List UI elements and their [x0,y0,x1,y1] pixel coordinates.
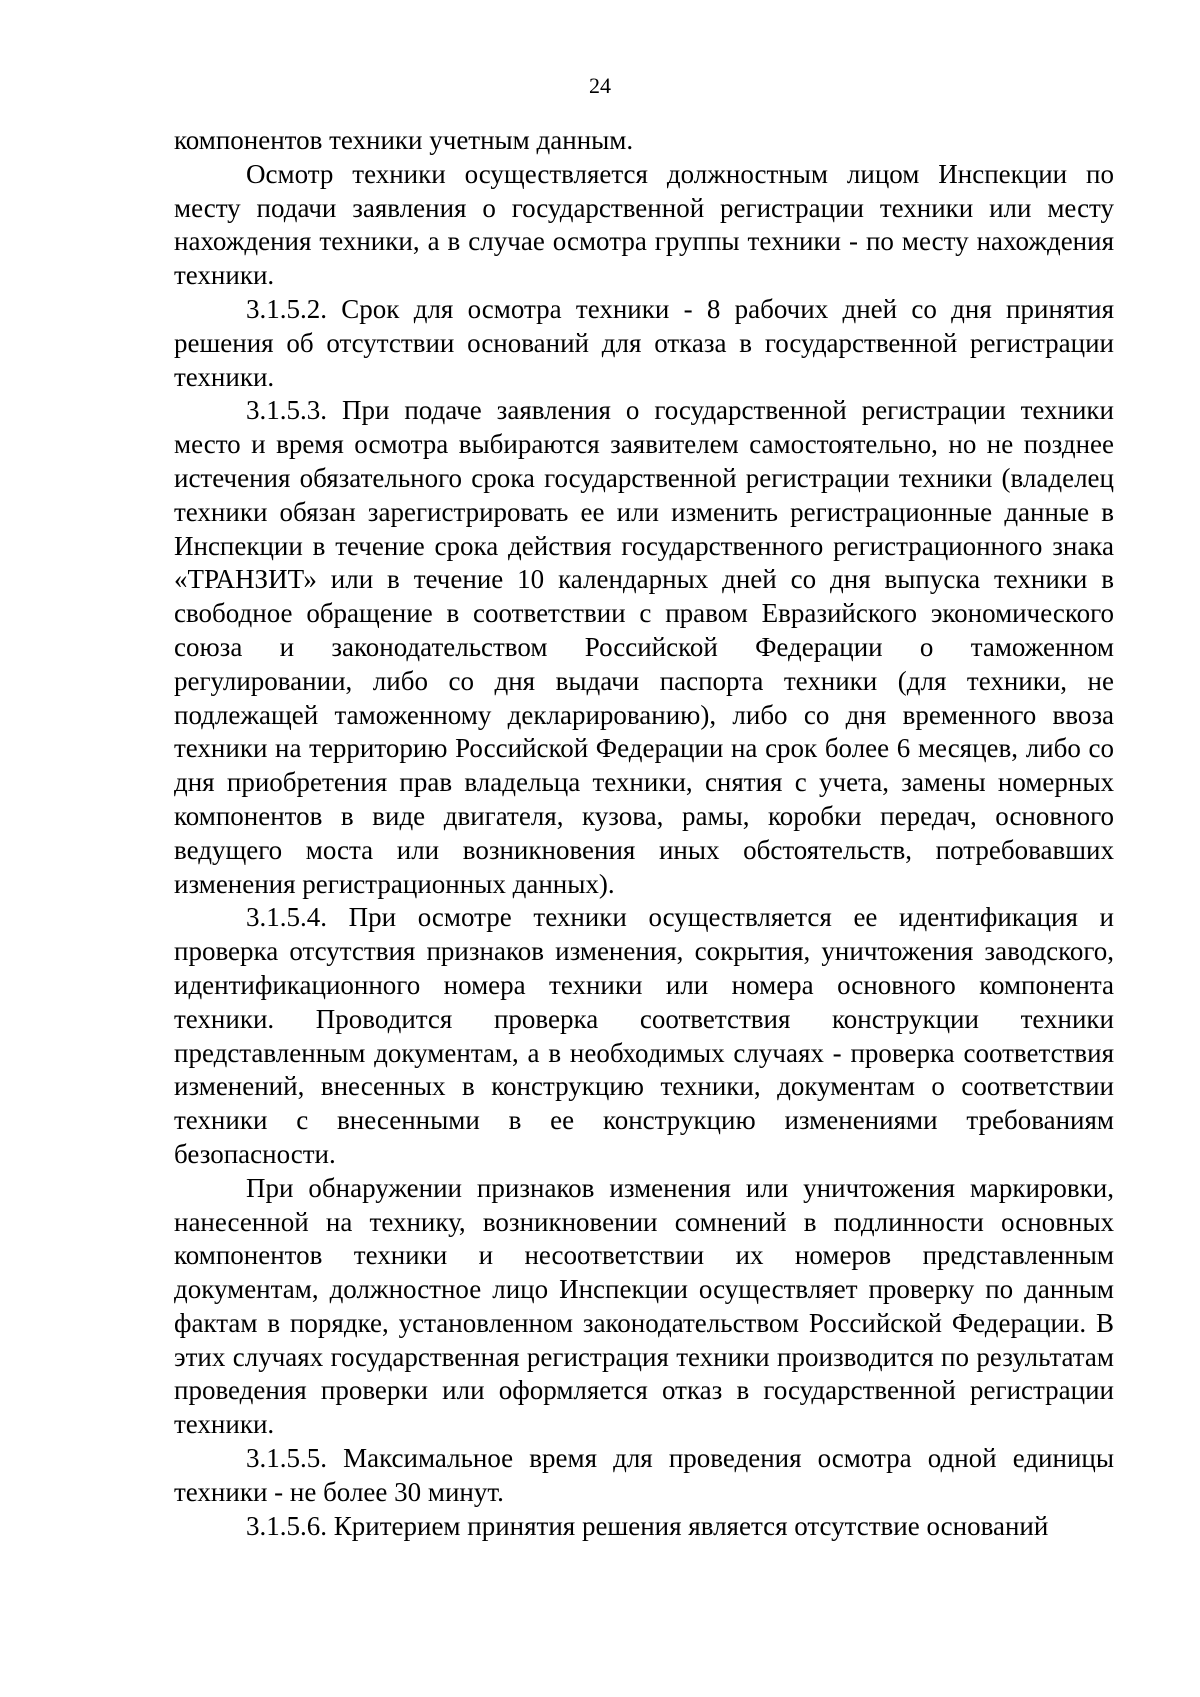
paragraph-3-1-5-5: 3.1.5.5. Максимальное время для проведения осмотра одной единицы техники - не более 30 минут. [174,1443,1114,1507]
paragraph-continuation: компонентов техники учетным данным. [174,125,634,155]
paragraph-inspection-place: Осмотр техники осуществляется должностным лицом Инспекции по месту подачи заявления о государственной регистрации техники или месту нахождения техники, а в случае осмотра группы техники - по месту нахождения техники. [174,158,1114,291]
paragraph-3-1-5-4: 3.1.5.4. При осмотре техники осуществляется ее идентификация и проверка отсутствия признаков изменения, сокрытия, уничтожения заводского, идентификационного номера техники или номера основного компонента техники. Проводится проверка соответствия конструкции техники представленным документам, а в необходимых случаях - проверка соответствия изменений, внесенных в конструкцию техники, документам о соответствии техники с внесенными в ее конструкцию изменениями требованиям безопасности. [174,902,1114,1169]
paragraph-3-1-5-2: 3.1.5.2. Срок для осмотра техники - 8 рабочих дней со дня принятия решения об отсутствии оснований для отказа в государственной регистрации техники. [174,293,1114,392]
page-number: 24 [589,73,611,98]
paragraph-3-1-5-3: 3.1.5.3. При подаче заявления о государственной регистрации техники место и время осмотра выбираются заявителем самостоятельно, но не позднее истечения обязательного срока государственной регистрации техники (владелец техники обязан зарегистрировать ее или изменить регистрационные данные в Инспекции в течение срока действия государственного регистрационного знака «ТРАНЗИТ» или в течение 10 календарных дней со дня выпуска техники в свободное обращение в соответствии с правом Евразийского экономического союза и законодательством Российской Федерации о таможенном регулировании, либо со дня выдачи паспорта техники (для техники, не подлежащей таможенному декларированию), либо со дня временного ввоза техники на территорию Российской Федерации на срок более 6 месяцев, либо со дня приобретения прав владельца техники, снятия с учета, замены номерных компонентов в виде двигателя, кузова, рамы, коробки передач, основного ведущего моста или возникновения иных обстоятельств, потребовавших изменения регистрационных данных). [174,395,1114,899]
body-text [174,124,1114,1543]
paragraph-marking-changes: При обнаружении признаков изменения или уничтожения маркировки, нанесенной на технику, возникновении сомнений в подлинности основных компонентов техники и несоответствии их номеров представленным документам, должностное лицо Инспекции осуществляет проверку по данным фактам в порядке, установленном законодательством Российской Федерации. В этих случаях государственная регистрация техники производится по результатам проведения проверки или оформляется отказ в государственной регистрации техники. [174,1172,1114,1440]
paragraph-3-1-5-6: 3.1.5.6. Критерием принятия решения является отсутствие оснований [246,1510,1049,1541]
